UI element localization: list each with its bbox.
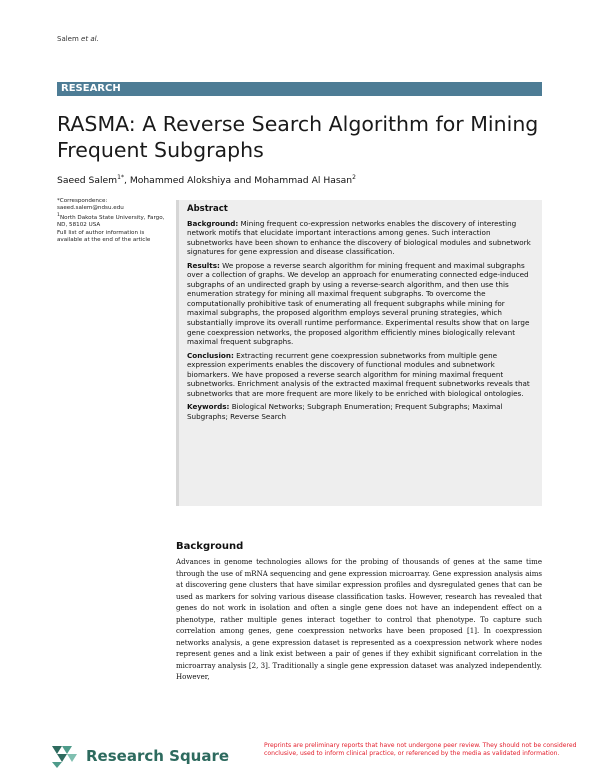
abstract-background-label: Background: [187,218,239,228]
affiliation [57,212,167,229]
author-3: Mohammad Al Hasan [254,175,353,187]
abstract-results [187,261,534,347]
abstract-background-text: Mining frequent co-expression networks enables the discovery of interesting network motifs that elucidate important interactions among genes. Such interaction subnetworks have been shown to enhance the discovery of biological modules and subnetwork signatures for gene expression and disease classification. [187,218,531,257]
abstract-conclusion [187,351,534,399]
abstract-keywords-label: Keywords: [187,402,230,412]
correspondence-note [57,198,167,244]
abstract-results-label: Results: [187,260,220,270]
running-head-etal: et al. [81,35,99,43]
abstract-results-text: We propose a reverse search algorithm for mining frequent and maximal subgraphs over a collection of graphs. We develop an approach for enumerating connected edge-induced subgraphs of an undirected graph by using a reverse-search algorithm, and then use this enumeration strategy for mining all maximal frequent subgraphs. To overcome the computationally prohibitive task of enumerating all frequent subgraphs while mining for maximal subgraphs, the proposed algorithm employs several pruning strategies, which substantially improve its overall runtime performance. Experimental results show that on large gene coexpression networks, the proposed algorithm efficiently mines biologically relevant maximal frequent subgraphs. [187,260,530,347]
background-paragraph: Advances in genome technologies allows for the probing of thousands of genes at the same time through the use of mRNA sequencing and gene expression microarray. Gene expression analysis aims at discovering gene clusters that have similar expression profiles and dysregulated genes that can be used as markers for solving various disease classification tasks. However, research has revealed that genes do not work in isolation and often a single gene does not have an independent effect on a phenotype, rather multiple genes interact together to control that phenotype. To capture such correlation among genes, gene coexpression networks have been proposed [1]. In coexpression networks analysis, a gene expression dataset is represented as a coexpression network where nodes represent genes and a link exist between a pair of genes if they exhibit significant correlation in the microarray analysis [2, 3]. Traditionally a single gene expression dataset was analyzed independently. However, [176,557,542,682]
background-heading: Background [176,541,244,552]
research-square-logo-icon [50,744,80,768]
author-3-sup: 2 [352,174,356,181]
author-info-note: Full list of author information is available at the end of the article [57,229,151,243]
correspondence-email[interactable]: saeed.salem@ndsu.edu [57,205,124,212]
abstract-heading: Abstract [187,204,228,214]
affiliation-text: North Dakota State University, Fargo, ND, 58102 USA [57,215,165,229]
affiliation-sup: 1 [57,213,60,219]
author-separator: , [123,175,130,187]
running-head-author: Salem [57,35,79,43]
abstract-conclusion-text: Extracting recurrent gene coexpression subnetworks from multiple gene expression experiments enables the discovery of functional modules and subnetwork biomarkers. We have proposed a reverse search algorithm for mining maximal frequent subnetworks. Enrichment analysis of the extracted maximal frequent subnetworks reveals that subnetworks that are more frequent are more likely to be enriched with biological ontologies. [187,350,530,398]
author-separator-and: and [231,175,255,187]
abstract-conclusion-label: Conclusion: [187,350,234,360]
abstract-box [176,200,542,506]
abstract-background [187,219,534,257]
abstract-keywords-text: Biological Networks; Subgraph Enumeration; Frequent Subgraphs; Maximal Subgraphs; Reverse Search [187,402,503,421]
abstract-keywords [187,402,534,421]
background-text [176,556,542,683]
research-square-logo-text: Research Square [86,747,230,765]
preprint-disclaimer: Preprints are preliminary reports that have not undergone peer review. They should not be considered conclusive, used to inform clinical practice, or referenced by the media as validated information. [264,742,577,757]
paper-title: RASMA: A Reverse Search Algorithm for Mining Frequent Subgraphs [57,112,539,162]
author-1: Saeed Salem [57,175,118,187]
research-square-logo[interactable] [50,744,229,768]
author-1-sup: 1* [117,174,124,181]
author-2: Mohammed Alokshiya [129,175,232,187]
correspondence-label: *Correspondence: [57,198,108,204]
section-label: RESEARCH [57,82,542,96]
running-head [57,35,99,43]
author-list [57,174,356,186]
